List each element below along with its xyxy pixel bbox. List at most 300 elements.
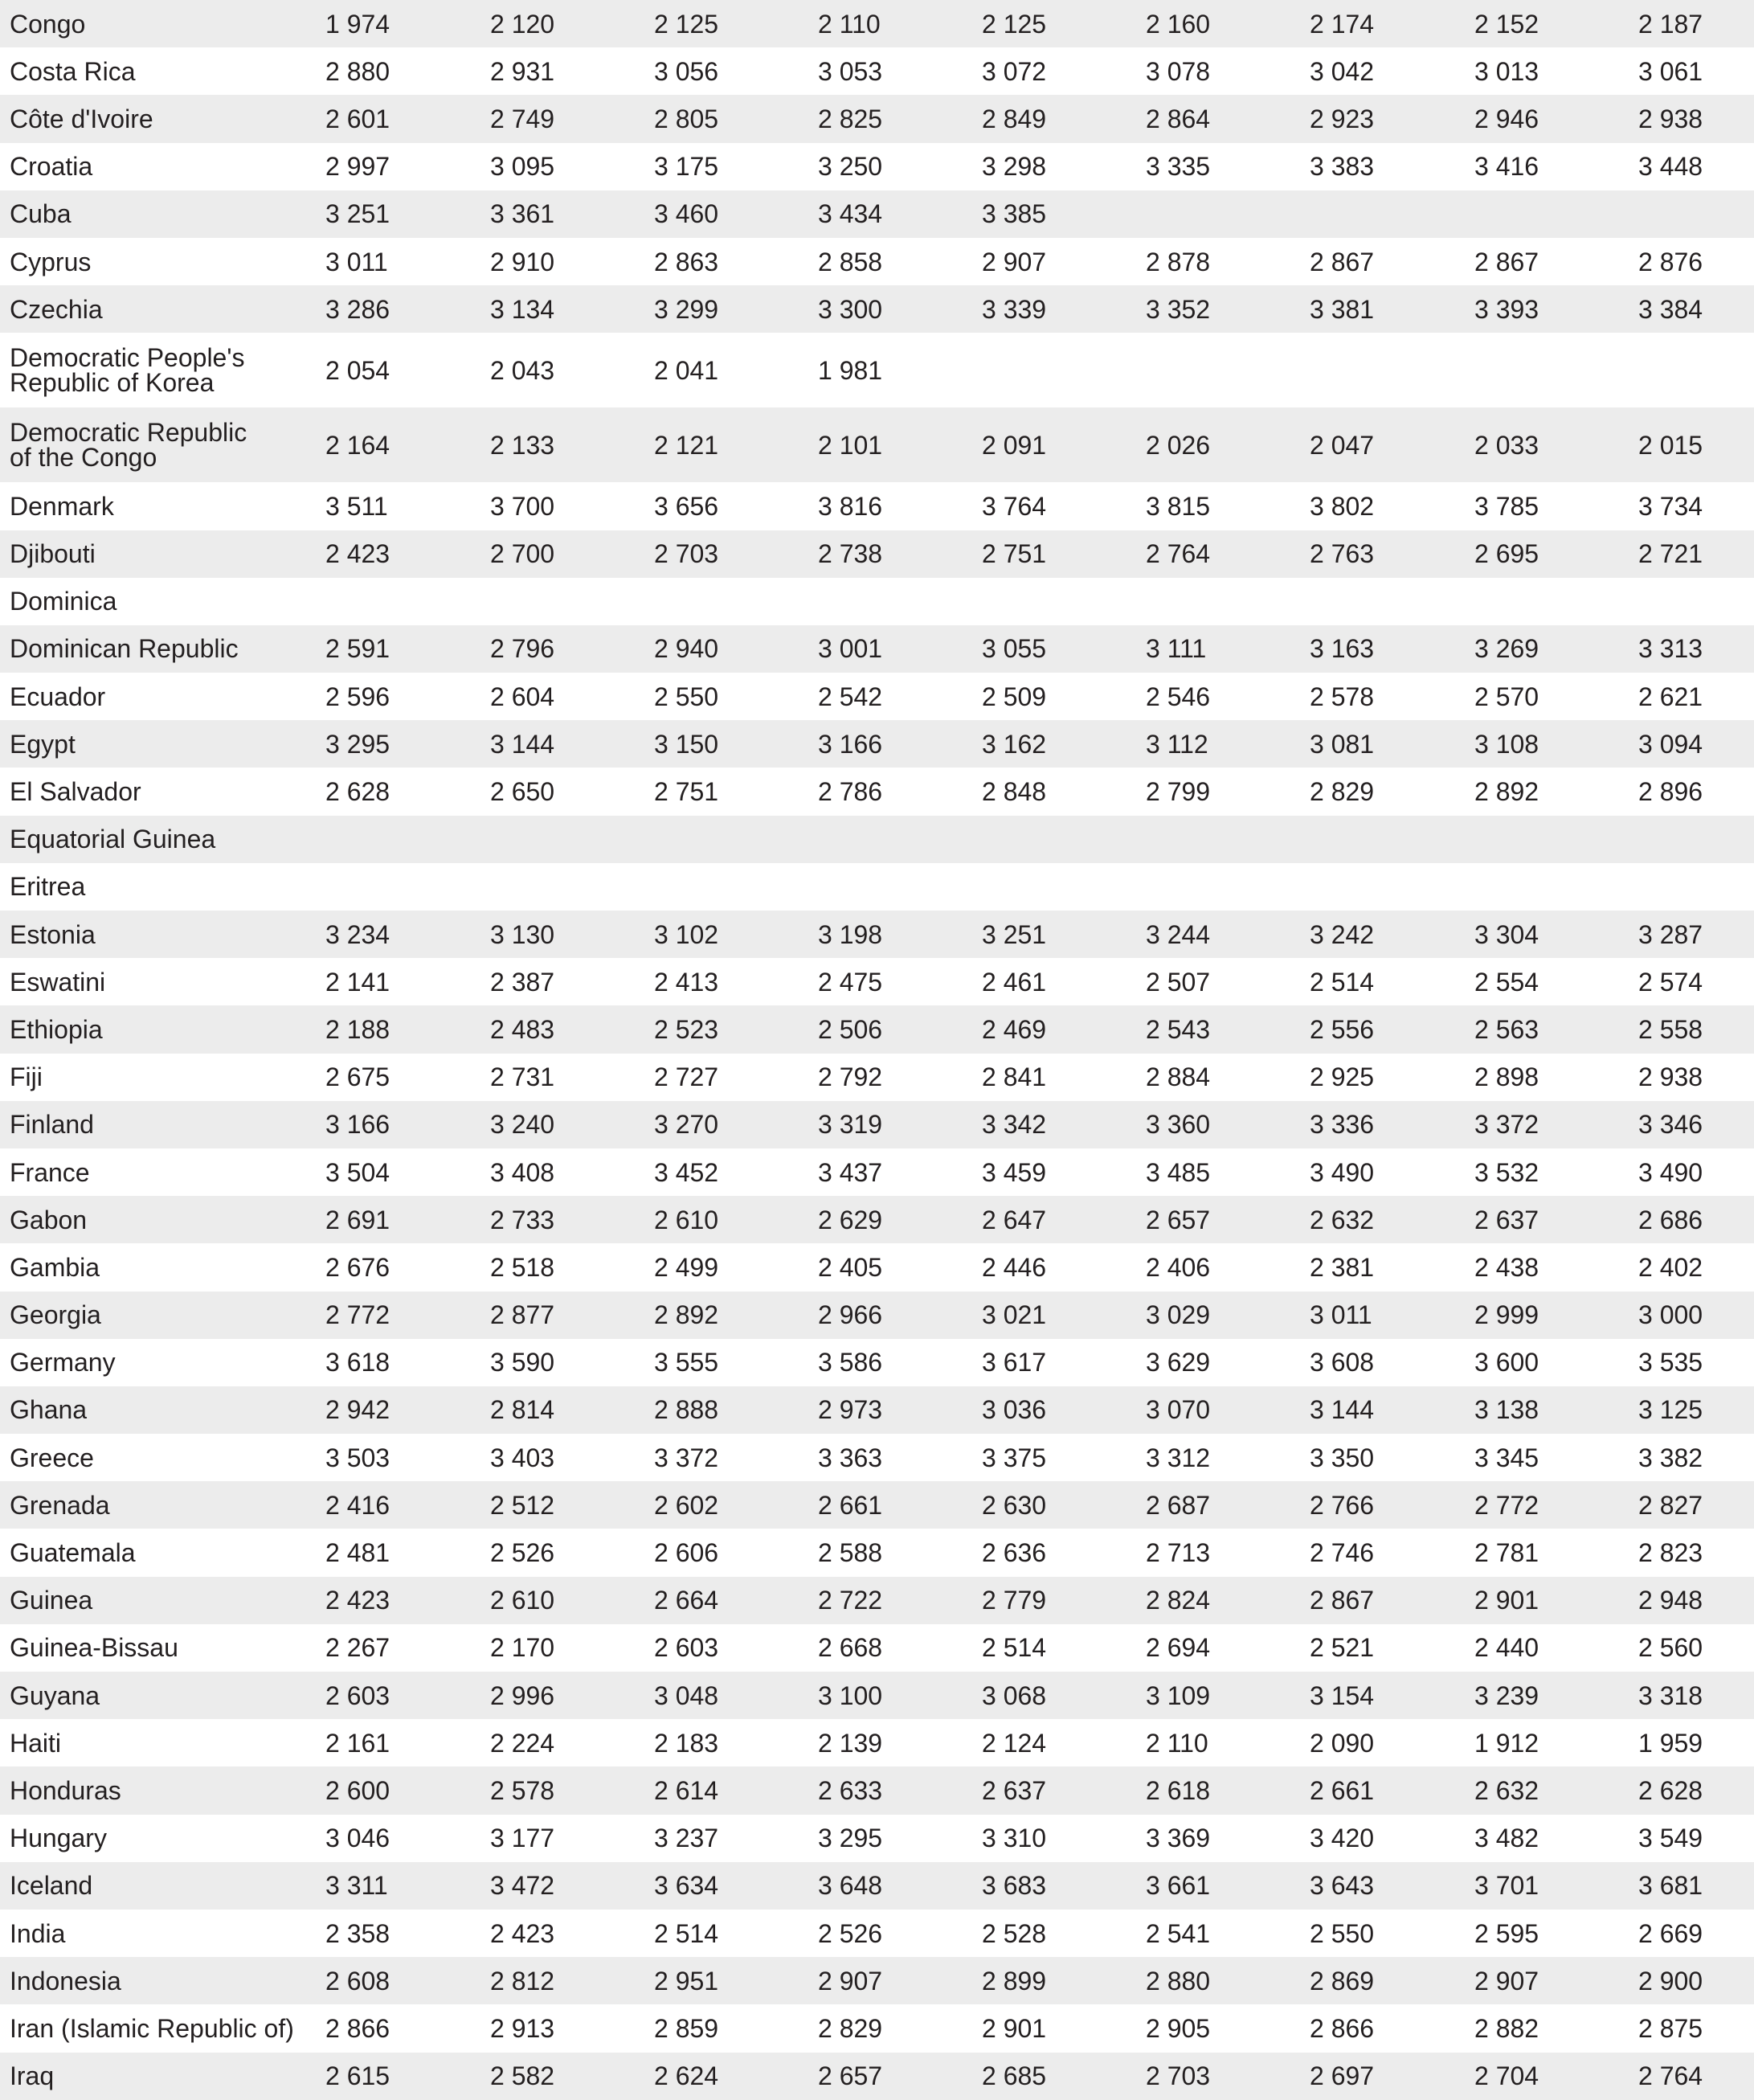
value-cell: 2 043 — [490, 355, 555, 385]
country-cell: Cuba — [10, 199, 72, 229]
value-cell: 3 053 — [818, 56, 883, 86]
value-cell: 2 766 — [1310, 1490, 1375, 1520]
country-cell: Dominica — [10, 587, 117, 616]
value-cell: 2 876 — [1638, 247, 1703, 276]
value-cell: 2 637 — [982, 1775, 1047, 1805]
value-cell: 3 634 — [654, 1871, 719, 1901]
value-cell: 2 900 — [1638, 1966, 1703, 1996]
value-cell: 2 907 — [1474, 1966, 1539, 1996]
value-cell: 2 440 — [1474, 1633, 1539, 1663]
value-cell: 2 866 — [1310, 2013, 1375, 2043]
value-cell: 2 848 — [982, 777, 1047, 807]
value-cell: 3 011 — [325, 247, 388, 276]
value-cell: 2 518 — [490, 1252, 555, 1282]
value-cell: 2 907 — [982, 247, 1047, 276]
value-cell: 3 816 — [818, 491, 883, 521]
value-cell: 2 829 — [1310, 777, 1375, 807]
value-cell: 2 110 — [1146, 1728, 1208, 1758]
value-cell: 2 657 — [1146, 1205, 1211, 1234]
value-cell: 2 621 — [1638, 682, 1703, 711]
value-cell: 3 102 — [654, 919, 719, 949]
value-cell: 2 121 — [654, 430, 719, 460]
value-cell: 3 346 — [1638, 1110, 1703, 1140]
value-cell: 2 125 — [654, 9, 719, 39]
value-cell: 2 164 — [325, 430, 390, 460]
value-cell: 2 602 — [654, 1490, 719, 1520]
value-cell: 2 423 — [490, 1918, 555, 1948]
country-cell: Croatia — [10, 152, 93, 182]
value-cell: 3 802 — [1310, 491, 1375, 521]
value-cell: 3 532 — [1474, 1157, 1539, 1187]
value-cell: 3 700 — [490, 491, 555, 521]
value-cell: 3 046 — [325, 1824, 390, 1853]
value-cell: 3 078 — [1146, 56, 1211, 86]
value-cell: 2 601 — [325, 104, 390, 133]
value-cell: 3 600 — [1474, 1348, 1539, 1377]
value-cell: 3 372 — [1474, 1110, 1539, 1140]
country-cell: Guatemala — [10, 1538, 136, 1568]
value-cell: 2 632 — [1474, 1775, 1539, 1805]
value-cell: 2 543 — [1146, 1014, 1211, 1044]
value-cell: 1 959 — [1638, 1728, 1703, 1758]
value-cell: 2 786 — [818, 777, 883, 807]
value-cell: 3 177 — [490, 1824, 555, 1853]
value-cell: 3 056 — [654, 56, 719, 86]
table-row — [0, 816, 1754, 863]
value-cell: 2 610 — [490, 1586, 555, 1615]
value-cell: 2 703 — [654, 539, 719, 569]
value-cell: 2 938 — [1638, 104, 1703, 133]
value-cell: 3 472 — [490, 1871, 555, 1901]
value-cell: 3 555 — [654, 1348, 719, 1377]
value-cell: 2 823 — [1638, 1538, 1703, 1568]
table-row — [0, 1434, 1754, 1481]
table-row — [0, 1624, 1754, 1672]
value-cell: 2 509 — [982, 682, 1047, 711]
country-cell: Ghana — [10, 1395, 88, 1425]
value-cell: 2 556 — [1310, 1014, 1375, 1044]
value-cell: 1 912 — [1474, 1728, 1539, 1758]
value-cell: 2 849 — [982, 104, 1047, 133]
value-cell: 2 604 — [490, 682, 555, 711]
country-cell: Denmark — [10, 491, 114, 521]
value-cell: 3 701 — [1474, 1871, 1539, 1901]
country-cell: Dominican Republic — [10, 634, 239, 664]
value-cell: 2 910 — [490, 247, 555, 276]
table-row — [0, 1672, 1754, 1719]
value-cell: 2 697 — [1310, 2061, 1375, 2091]
value-cell: 3 011 — [1310, 1300, 1372, 1330]
value-cell: 2 481 — [325, 1538, 390, 1568]
value-cell: 2 578 — [1310, 682, 1375, 711]
value-cell: 3 490 — [1638, 1157, 1703, 1187]
value-cell: 3 535 — [1638, 1348, 1703, 1377]
table-row — [0, 1766, 1754, 1814]
value-cell: 3 590 — [490, 1348, 555, 1377]
value-cell: 2 996 — [490, 1680, 555, 1710]
value-cell: 2 869 — [1310, 1966, 1375, 1996]
value-cell: 2 630 — [982, 1490, 1047, 1520]
table-row — [0, 0, 1754, 47]
value-cell: 2 526 — [818, 1918, 883, 1948]
value-cell: 2 901 — [1474, 1586, 1539, 1615]
value-cell: 3 299 — [654, 294, 719, 324]
value-cell: 3 055 — [982, 634, 1047, 664]
value-cell: 3 313 — [1638, 634, 1703, 664]
value-cell: 3 372 — [654, 1443, 719, 1472]
value-cell: 2 125 — [982, 9, 1047, 39]
country-cell: Equatorial Guinea — [10, 825, 216, 854]
value-cell: 2 387 — [490, 967, 555, 997]
value-cell: 2 632 — [1310, 1205, 1375, 1234]
country-cell: Czechia — [10, 294, 103, 324]
value-cell: 2 413 — [654, 967, 719, 997]
value-cell: 3 448 — [1638, 152, 1703, 182]
table-row — [0, 407, 1754, 482]
value-cell: 3 100 — [818, 1680, 883, 1710]
value-cell: 2 882 — [1474, 2013, 1539, 2043]
table-row — [0, 190, 1754, 238]
value-cell: 2 880 — [325, 56, 390, 86]
value-cell: 3 504 — [325, 1157, 390, 1187]
value-cell: 2 475 — [818, 967, 883, 997]
country-cell: Guinea — [10, 1586, 93, 1615]
value-cell: 3 385 — [982, 199, 1047, 229]
value-cell: 2 558 — [1638, 1014, 1703, 1044]
table-row — [0, 1339, 1754, 1386]
value-cell: 3 383 — [1310, 152, 1375, 182]
value-cell: 3 295 — [325, 729, 390, 759]
value-cell: 2 796 — [490, 634, 555, 664]
value-cell: 3 166 — [325, 1110, 390, 1140]
value-cell: 3 175 — [654, 152, 719, 182]
value-cell: 3 244 — [1146, 919, 1211, 949]
value-cell: 2 884 — [1146, 1062, 1211, 1092]
value-cell: 2 506 — [818, 1014, 883, 1044]
value-cell: 2 938 — [1638, 1062, 1703, 1092]
value-cell: 2 574 — [1638, 967, 1703, 997]
value-cell: 3 416 — [1474, 152, 1539, 182]
value-cell: 2 999 — [1474, 1300, 1539, 1330]
value-cell: 3 287 — [1638, 919, 1703, 949]
value-cell: 3 001 — [818, 634, 883, 664]
value-cell: 2 923 — [1310, 104, 1375, 133]
value-cell: 2 731 — [490, 1062, 555, 1092]
value-cell: 2 461 — [982, 967, 1047, 997]
value-cell: 2 047 — [1310, 430, 1375, 460]
value-cell: 3 661 — [1146, 1871, 1211, 1901]
value-cell: 2 905 — [1146, 2013, 1211, 2043]
value-cell: 3 108 — [1474, 729, 1539, 759]
value-cell: 2 406 — [1146, 1252, 1211, 1282]
value-cell: 3 549 — [1638, 1824, 1703, 1853]
value-cell: 2 951 — [654, 1966, 719, 1996]
value-cell: 3 150 — [654, 729, 719, 759]
value-cell: 2 560 — [1638, 1633, 1703, 1663]
table-row — [0, 1577, 1754, 1624]
value-cell: 3 342 — [982, 1110, 1047, 1140]
value-cell: 3 144 — [490, 729, 555, 759]
value-cell: 3 162 — [982, 729, 1047, 759]
value-cell: 2 751 — [982, 539, 1047, 569]
value-cell: 3 251 — [325, 199, 390, 229]
value-cell: 2 805 — [654, 104, 719, 133]
value-cell: 2 595 — [1474, 1918, 1539, 1948]
value-cell: 2 713 — [1146, 1538, 1211, 1568]
value-cell: 2 570 — [1474, 682, 1539, 711]
value-cell: 3 240 — [490, 1110, 555, 1140]
value-cell: 2 507 — [1146, 967, 1211, 997]
country-cell: Gambia — [10, 1252, 100, 1282]
value-cell: 2 695 — [1474, 539, 1539, 569]
value-cell: 2 015 — [1638, 430, 1703, 460]
value-cell: 3 130 — [490, 919, 555, 949]
value-cell: 3 485 — [1146, 1157, 1211, 1187]
value-cell: 2 824 — [1146, 1586, 1211, 1615]
table-row — [0, 911, 1754, 958]
value-cell: 2 661 — [1310, 1775, 1375, 1805]
country-cell: Haiti — [10, 1728, 62, 1758]
value-cell: 2 438 — [1474, 1252, 1539, 1282]
table-row — [0, 47, 1754, 95]
value-cell: 2 637 — [1474, 1205, 1539, 1234]
country-cell: Democratic Republic of the Congo — [10, 417, 247, 472]
value-cell: 3 270 — [654, 1110, 719, 1140]
value-cell: 2 563 — [1474, 1014, 1539, 1044]
value-cell: 2 746 — [1310, 1538, 1375, 1568]
value-cell: 2 446 — [982, 1252, 1047, 1282]
value-cell: 3 154 — [1310, 1680, 1375, 1710]
value-cell: 2 733 — [490, 1205, 555, 1234]
value-cell: 2 423 — [325, 1586, 390, 1615]
value-cell: 2 591 — [325, 634, 390, 664]
value-cell: 2 814 — [490, 1395, 555, 1425]
value-cell: 2 763 — [1310, 539, 1375, 569]
value-cell: 3 242 — [1310, 919, 1375, 949]
value-cell: 2 812 — [490, 1966, 555, 1996]
table-row — [0, 1054, 1754, 1101]
country-cell: Iceland — [10, 1871, 93, 1901]
value-cell: 2 624 — [654, 2061, 719, 2091]
value-cell: 2 603 — [325, 1680, 390, 1710]
value-cell: 2 799 — [1146, 777, 1211, 807]
value-cell: 2 863 — [654, 247, 719, 276]
value-cell: 2 187 — [1638, 9, 1703, 39]
value-cell: 3 311 — [325, 1871, 388, 1901]
value-cell: 2 668 — [818, 1633, 883, 1663]
value-cell: 3 335 — [1146, 152, 1211, 182]
table-row — [0, 285, 1754, 333]
value-cell: 3 144 — [1310, 1395, 1375, 1425]
value-cell: 2 110 — [818, 9, 881, 39]
value-cell: 2 636 — [982, 1538, 1047, 1568]
value-cell: 3 437 — [818, 1157, 883, 1187]
value-cell: 3 125 — [1638, 1395, 1703, 1425]
value-cell: 2 694 — [1146, 1633, 1211, 1663]
value-cell: 2 749 — [490, 104, 555, 133]
value-cell: 3 304 — [1474, 919, 1539, 949]
value-cell: 2 973 — [818, 1395, 883, 1425]
value-cell: 2 721 — [1638, 539, 1703, 569]
value-cell: 2 033 — [1474, 430, 1539, 460]
value-cell: 2 669 — [1638, 1918, 1703, 1948]
value-cell: 2 858 — [818, 247, 883, 276]
value-cell: 2 541 — [1146, 1918, 1211, 1948]
value-cell: 2 896 — [1638, 777, 1703, 807]
value-cell: 3 070 — [1146, 1395, 1211, 1425]
value-cell: 2 898 — [1474, 1062, 1539, 1092]
value-cell: 3 312 — [1146, 1443, 1211, 1472]
value-cell: 2 120 — [490, 9, 555, 39]
country-cell: Côte d'Ivoire — [10, 104, 153, 133]
value-cell: 2 966 — [818, 1300, 883, 1330]
value-cell: 3 269 — [1474, 634, 1539, 664]
country-cell: Democratic People's Republic of Korea — [10, 342, 245, 397]
value-cell: 2 483 — [490, 1014, 555, 1044]
country-cell: El Salvador — [10, 777, 141, 807]
table-row — [0, 2004, 1754, 2052]
value-cell: 2 160 — [1146, 9, 1211, 39]
value-cell: 3 345 — [1474, 1443, 1539, 1472]
value-cell: 2 402 — [1638, 1252, 1703, 1282]
value-cell: 2 416 — [325, 1490, 390, 1520]
value-cell: 2 781 — [1474, 1538, 1539, 1568]
value-cell: 2 550 — [654, 682, 719, 711]
value-cell: 2 892 — [654, 1300, 719, 1330]
table-row — [0, 1005, 1754, 1053]
table-row — [0, 958, 1754, 1005]
value-cell: 3 734 — [1638, 491, 1703, 521]
country-cell: Fiji — [10, 1062, 43, 1092]
value-cell: 3 503 — [325, 1443, 390, 1472]
value-cell: 3 286 — [325, 294, 390, 324]
table-row — [0, 720, 1754, 768]
value-cell: 3 452 — [654, 1157, 719, 1187]
value-cell: 3 381 — [1310, 294, 1375, 324]
value-cell: 3 319 — [818, 1110, 883, 1140]
value-cell: 2 691 — [325, 1205, 390, 1234]
value-cell: 3 459 — [982, 1157, 1047, 1187]
table-row — [0, 768, 1754, 815]
value-cell: 2 664 — [654, 1586, 719, 1615]
value-cell: 2 703 — [1146, 2061, 1211, 2091]
value-cell: 3 166 — [818, 729, 883, 759]
value-cell: 2 925 — [1310, 1062, 1375, 1092]
value-cell: 2 722 — [818, 1586, 883, 1615]
value-cell: 2 381 — [1310, 1252, 1375, 1282]
value-cell: 3 138 — [1474, 1395, 1539, 1425]
value-cell: 2 628 — [325, 777, 390, 807]
value-cell: 2 499 — [654, 1252, 719, 1282]
value-cell: 3 643 — [1310, 1871, 1375, 1901]
value-cell: 2 948 — [1638, 1586, 1703, 1615]
value-cell: 2 174 — [1310, 9, 1375, 39]
country-cell: Estonia — [10, 919, 96, 949]
value-cell: 3 339 — [982, 294, 1047, 324]
value-cell: 2 091 — [982, 430, 1047, 460]
value-cell: 2 875 — [1638, 2013, 1703, 2043]
country-cell: Djibouti — [10, 539, 96, 569]
country-cell: Hungary — [10, 1824, 107, 1853]
value-cell: 2 521 — [1310, 1633, 1375, 1663]
value-cell: 2 792 — [818, 1062, 883, 1092]
value-cell: 2 880 — [1146, 1966, 1211, 1996]
country-cell: Eritrea — [10, 872, 86, 902]
value-cell: 2 610 — [654, 1205, 719, 1234]
value-cell: 3 300 — [818, 294, 883, 324]
table-row — [0, 1957, 1754, 2004]
value-cell: 2 633 — [818, 1775, 883, 1805]
value-cell: 3 460 — [654, 199, 719, 229]
table-row — [0, 863, 1754, 911]
value-cell: 3 081 — [1310, 729, 1375, 759]
value-cell: 3 393 — [1474, 294, 1539, 324]
value-cell: 2 687 — [1146, 1490, 1211, 1520]
value-cell: 2 907 — [818, 1966, 883, 1996]
table-row — [0, 1529, 1754, 1576]
value-cell: 3 785 — [1474, 491, 1539, 521]
value-cell: 2 596 — [325, 682, 390, 711]
table-row — [0, 143, 1754, 190]
country-cell: Finland — [10, 1110, 94, 1140]
country-cell: Congo — [10, 9, 86, 39]
value-cell: 3 361 — [490, 199, 555, 229]
value-cell: 2 141 — [325, 967, 390, 997]
value-cell: 2 152 — [1474, 9, 1539, 39]
value-cell: 2 528 — [982, 1918, 1047, 1948]
value-cell: 2 827 — [1638, 1490, 1703, 1520]
value-cell: 3 403 — [490, 1443, 555, 1472]
value-cell: 2 946 — [1474, 104, 1539, 133]
table-row — [0, 1101, 1754, 1148]
value-cell: 2 751 — [654, 777, 719, 807]
country-cell: India — [10, 1918, 66, 1948]
value-cell: 2 727 — [654, 1062, 719, 1092]
value-cell: 2 026 — [1146, 430, 1211, 460]
value-cell: 2 867 — [1310, 1586, 1375, 1615]
value-cell: 3 586 — [818, 1348, 883, 1377]
value-cell: 3 061 — [1638, 56, 1703, 86]
value-cell: 2 629 — [818, 1205, 883, 1234]
country-cell: Georgia — [10, 1300, 101, 1330]
value-cell: 3 134 — [490, 294, 555, 324]
value-cell: 2 224 — [490, 1728, 555, 1758]
value-cell: 3 029 — [1146, 1300, 1211, 1330]
country-cell: France — [10, 1157, 90, 1187]
value-cell: 2 877 — [490, 1300, 555, 1330]
table-row — [0, 1862, 1754, 1910]
value-cell: 2 829 — [818, 2013, 883, 2043]
country-cell: Greece — [10, 1443, 94, 1472]
value-cell: 3 000 — [1638, 1300, 1703, 1330]
value-cell: 2 170 — [490, 1633, 555, 1663]
value-cell: 3 163 — [1310, 634, 1375, 664]
value-cell: 3 656 — [654, 491, 719, 521]
value-cell: 2 512 — [490, 1490, 555, 1520]
value-cell: 2 600 — [325, 1775, 390, 1805]
value-cell: 2 161 — [325, 1728, 390, 1758]
value-cell: 2 675 — [325, 1062, 390, 1092]
value-cell: 2 578 — [490, 1775, 555, 1805]
value-cell: 3 095 — [490, 152, 555, 182]
value-cell: 3 384 — [1638, 294, 1703, 324]
country-cell: Indonesia — [10, 1966, 121, 1996]
country-cell: Grenada — [10, 1490, 110, 1520]
value-cell: 2 615 — [325, 2061, 390, 2091]
value-cell: 3 618 — [325, 1348, 390, 1377]
value-cell: 2 614 — [654, 1775, 719, 1805]
value-cell: 3 363 — [818, 1443, 883, 1472]
